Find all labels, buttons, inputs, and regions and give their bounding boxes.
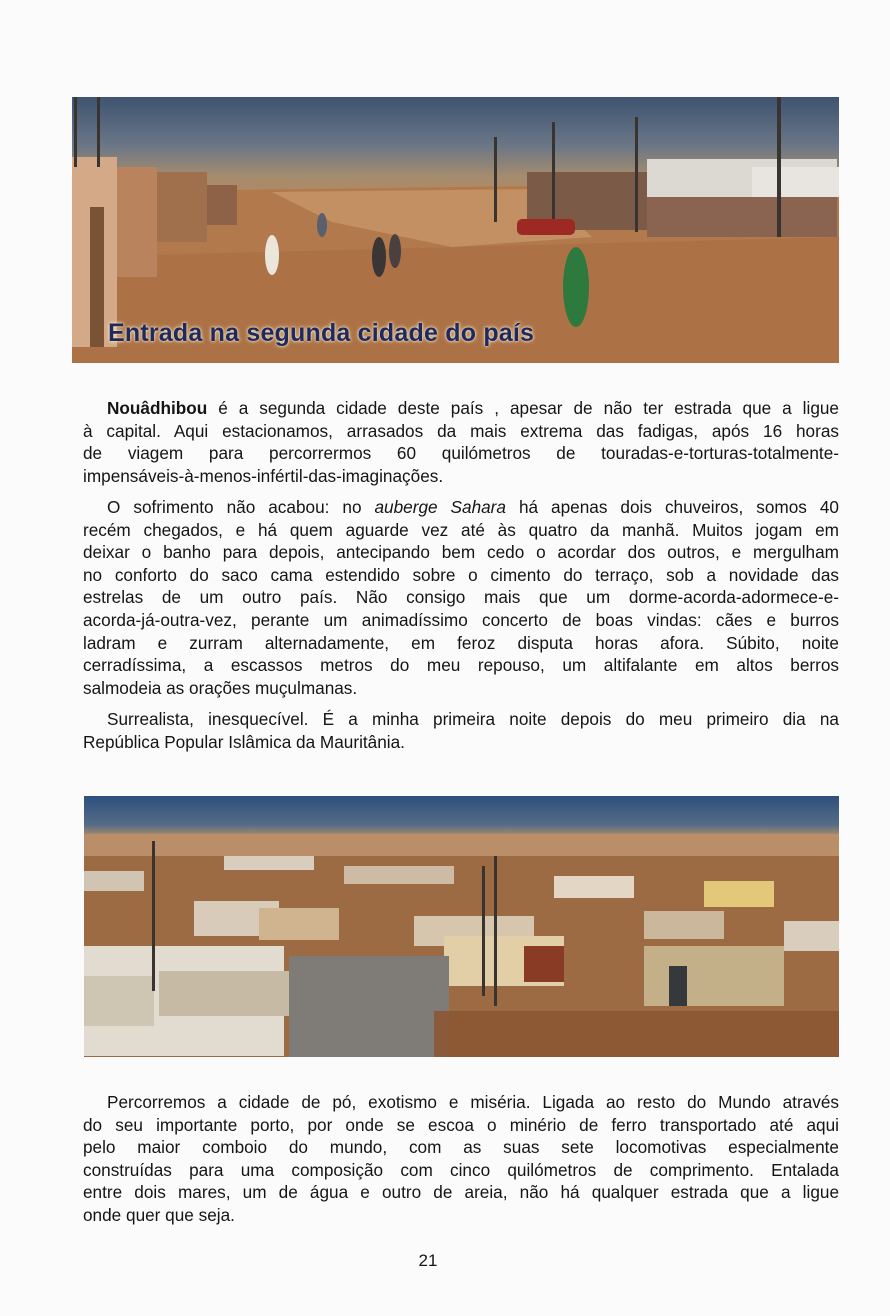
- paragraph-line: estrelas de um outro país. Não consigo mais que um dorme-acorda-adormece-e-: [83, 587, 839, 608]
- page-number: 21: [418, 1251, 438, 1270]
- paragraph-intro: [83, 397, 839, 487]
- paragraph-line: construídas para uma composição com cinco quilómetros de comprimento. Entalada: [83, 1159, 839, 1180]
- paragraph-line: acorda-já-outra-vez, perante um animadíssimo concerto de boas vindas: cães e burros: [83, 609, 839, 630]
- paragraph-line: ladram e zurram alternadamente, em feroz disputa horas afora. Súbito, noite: [83, 632, 839, 653]
- paragraph-line: de viagem para percorrermos 60 quilómetros de touradas-e-torturas-totalmente-: [83, 443, 839, 464]
- paragraph-line: à capital. Aqui estacionamos, arrasados da mais extrema das fadigas, após 16 horas: [83, 420, 839, 441]
- paragraph-line: recém chegados, e há quem aguarde vez até às quatro da manhã. Muitos jogam em: [83, 519, 839, 540]
- paragraph-line: Nouâdhibou é a segunda cidade deste país , apesar de não ter estrada que a ligue: [107, 398, 839, 418]
- paragraph-line: salmodeia as orações muçulmanas.: [83, 677, 358, 698]
- paragraph-line: República Popular Islâmica da Mauritânia.: [83, 731, 405, 752]
- photo-caption: Entrada na segunda cidade do país: [108, 319, 535, 347]
- hotel-name: auberge Sahara: [374, 497, 506, 517]
- paragraph-line: no conforto do saco cama estendido sobre o cimento do terraço, sob a novidade das: [83, 564, 839, 585]
- paragraph-line: Surrealista, inesquecível. É a minha primeira noite depois do meu primeiro dia na: [107, 709, 839, 729]
- paragraph-city: [83, 1091, 839, 1227]
- rooftops-image: [84, 796, 839, 1057]
- paragraph-line: pelo maior comboio do mundo, com as suas sete locomotivas especialmente: [83, 1137, 839, 1158]
- paragraph-line: onde quer que seja.: [83, 1204, 235, 1225]
- paragraph-line: entre dois mares, um de água e outro de areia, não há qualquer estrada que a ligue: [83, 1182, 839, 1203]
- street-photo: [72, 97, 839, 363]
- city-name: Nouâdhibou: [107, 398, 208, 418]
- paragraph-line: deixar o banho para depois, antecipando bem cedo o acordar dos outros, e mergulham: [83, 542, 839, 563]
- paragraph-line: Percorremos a cidade de pó, exotismo e miséria. Ligada ao resto do Mundo através: [107, 1092, 839, 1112]
- paragraph-line: impensáveis-à-menos-infértil-das-imaginações.: [83, 465, 444, 486]
- paragraph-night: [83, 496, 839, 699]
- paragraph-surreal: [83, 708, 839, 753]
- paragraph-line: O sofrimento não acabou: no auberge Sahara há apenas dois chuveiros, somos 40: [107, 497, 839, 517]
- rooftops-photo: [84, 796, 839, 1057]
- paragraph-line: do seu importante porto, por onde se escoa o minério de ferro transportado até aqui: [83, 1114, 839, 1135]
- paragraph-line: cerradíssima, a escassos metros do meu repouso, um altifalante em altos berros: [83, 655, 839, 676]
